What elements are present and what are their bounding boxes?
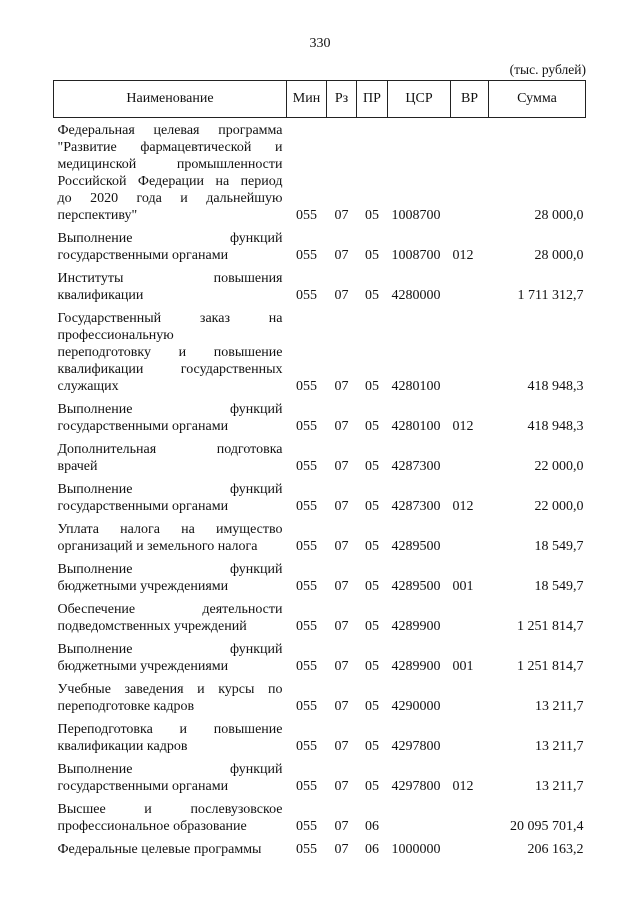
row-name: [54, 801, 287, 841]
table-row: [54, 841, 586, 864]
row-name: [54, 841, 287, 864]
row-name-line: профессиональную: [57, 328, 174, 343]
row-pr: 05: [365, 579, 379, 594]
row-sum: 418 948,3: [527, 419, 584, 434]
row-vr: [451, 270, 489, 310]
header-csr: ЦСР: [388, 81, 451, 118]
row-csr: 4290000: [391, 699, 441, 714]
row-min: 055: [296, 499, 317, 514]
row-pr: 05: [365, 539, 379, 554]
row-name: [54, 230, 287, 270]
row-sum: 18 549,7: [534, 579, 584, 594]
row-rz: 07: [334, 288, 349, 303]
row-csr: 1008700: [391, 248, 441, 263]
row-min: 055: [296, 539, 317, 554]
table-row: [54, 761, 586, 801]
row-vr: [451, 681, 489, 721]
row-name-line: "Развитие фармацевтической и: [57, 140, 283, 155]
table-row: [54, 230, 586, 270]
row-name: [54, 641, 287, 681]
row-min: 055: [296, 659, 317, 674]
row-min: 055: [296, 619, 317, 634]
row-min: 055: [296, 739, 317, 754]
row-min: 055: [296, 288, 317, 303]
row-pr: 06: [365, 842, 379, 857]
row-name: [54, 681, 287, 721]
row-rz: 07: [334, 248, 349, 263]
row-rz: 07: [334, 499, 349, 514]
row-vr: [451, 521, 489, 561]
row-csr: 1008700: [391, 208, 441, 223]
row-rz: 07: [334, 419, 349, 434]
row-name-line: государственными органами: [57, 248, 229, 263]
table-row: [54, 681, 586, 721]
budget-table: [53, 80, 586, 864]
row-name-line: бюджетными учреждениями: [57, 659, 229, 674]
table-row: [54, 310, 586, 401]
row-min: 055: [296, 379, 317, 394]
row-name-line: медицинской промышленности: [57, 157, 283, 172]
row-min: 055: [296, 208, 317, 223]
row-min: 055: [296, 842, 317, 857]
row-name-line: Высшее и послевузовское: [57, 802, 283, 817]
row-csr: 4280100: [391, 419, 441, 434]
row-pr: 05: [365, 739, 379, 754]
row-name-line: Переподготовка и повышение: [57, 722, 283, 737]
row-pr: 05: [365, 288, 379, 303]
row-name-line: врачей: [57, 459, 98, 474]
row-sum: 1 711 312,7: [517, 288, 584, 303]
row-name: [54, 601, 287, 641]
row-min: 055: [296, 579, 317, 594]
row-vr: 001: [452, 659, 474, 674]
row-name-line: Федеральные целевые программы: [57, 842, 262, 857]
row-csr: 4289500: [391, 539, 441, 554]
row-name-line: переподготовку и повышение: [57, 345, 283, 360]
row-min: 055: [296, 699, 317, 714]
row-name-line: государственными органами: [57, 779, 229, 794]
row-rz: 07: [334, 459, 349, 474]
table-row: [54, 641, 586, 681]
row-name-line: Выполнение функций: [57, 642, 283, 657]
row-pr: 06: [365, 819, 379, 834]
row-pr: 05: [365, 419, 379, 434]
units-label: (тыс. рублей): [509, 62, 586, 77]
row-name-line: государственными органами: [57, 499, 229, 514]
row-name-line: Институты повышения: [57, 271, 283, 286]
row-csr: 4280100: [391, 379, 441, 394]
row-name-line: Федеральная целевая программа: [57, 123, 283, 138]
row-vr: [451, 441, 489, 481]
table-row: [54, 801, 586, 841]
row-name-line: квалификации государственных: [57, 362, 283, 377]
row-name-line: Российской Федерации на период: [57, 174, 283, 189]
row-rz: 07: [334, 379, 349, 394]
row-name: [54, 521, 287, 561]
table-row: [54, 481, 586, 521]
row-pr: 05: [365, 699, 379, 714]
row-name-line: Дополнительная подготовка: [57, 442, 283, 457]
row-vr: [451, 310, 489, 401]
row-vr: 012: [452, 499, 474, 514]
row-sum: 206 163,2: [527, 842, 584, 857]
row-name: [54, 118, 287, 231]
row-sum: 20 095 701,4: [510, 819, 584, 834]
row-vr: [451, 721, 489, 761]
page-number: 330: [309, 36, 331, 51]
row-sum: 28 000,0: [534, 248, 584, 263]
row-rz: 07: [334, 619, 349, 634]
row-rz: 07: [334, 819, 349, 834]
row-name-line: государственными органами: [57, 419, 229, 434]
table-row: [54, 401, 586, 441]
row-vr: [451, 801, 489, 841]
row-csr: 1000000: [391, 842, 441, 857]
header-name: Наименование: [54, 81, 287, 118]
row-pr: 05: [365, 208, 379, 223]
row-name: [54, 310, 287, 401]
row-rz: 07: [334, 208, 349, 223]
header-sum: Сумма: [489, 81, 586, 118]
row-name: [54, 441, 287, 481]
row-name-line: Выполнение функций: [57, 231, 283, 246]
row-csr: 4287300: [391, 459, 441, 474]
row-name-line: организаций и земельного налога: [57, 539, 258, 554]
row-pr: 05: [365, 459, 379, 474]
row-name-line: Выполнение функций: [57, 562, 283, 577]
row-sum: 13 211,7: [535, 739, 584, 754]
row-csr: 4287300: [391, 499, 441, 514]
table-row: [54, 521, 586, 561]
row-name: [54, 270, 287, 310]
row-vr: 012: [452, 779, 474, 794]
row-vr: 012: [452, 419, 474, 434]
row-name: [54, 761, 287, 801]
row-pr: 05: [365, 659, 379, 674]
row-name-line: Уплата налога на имущество: [57, 522, 283, 537]
table-row: [54, 721, 586, 761]
row-rz: 07: [334, 699, 349, 714]
row-name-line: подведомственных учреждений: [57, 619, 247, 634]
row-name-line: перспективу": [57, 208, 138, 223]
row-pr: 05: [365, 248, 379, 263]
row-sum: 1 251 814,7: [517, 619, 584, 634]
table-row: [54, 441, 586, 481]
header-vr: ВР: [451, 81, 489, 118]
row-pr: 05: [365, 619, 379, 634]
row-name-line: Выполнение функций: [57, 402, 283, 417]
row-name-line: квалификации кадров: [57, 739, 188, 754]
row-name-line: бюджетными учреждениями: [57, 579, 229, 594]
row-rz: 07: [334, 579, 349, 594]
row-rz: 07: [334, 779, 349, 794]
row-csr: 4280000: [391, 288, 441, 303]
table-header: [54, 81, 586, 118]
row-rz: 07: [334, 659, 349, 674]
row-sum: 1 251 814,7: [517, 659, 584, 674]
row-vr: 001: [452, 579, 474, 594]
row-name-line: Учебные заведения и курсы по: [57, 682, 283, 697]
row-min: 055: [296, 779, 317, 794]
row-csr: 4289900: [391, 619, 441, 634]
row-sum: 18 549,7: [534, 539, 584, 554]
row-min: 055: [296, 248, 317, 263]
row-min: 055: [296, 419, 317, 434]
table-row: [54, 601, 586, 641]
row-name-line: служащих: [57, 379, 119, 394]
header-rz: Рз: [327, 81, 357, 118]
row-name-line: Обеспечение деятельности: [57, 602, 283, 617]
row-csr: 4297800: [391, 779, 441, 794]
row-name-line: профессиональное образование: [57, 819, 247, 834]
row-name-line: Государственный заказ на: [57, 311, 283, 326]
row-name: [54, 401, 287, 441]
row-name-line: Выполнение функций: [57, 482, 283, 497]
row-name: [54, 481, 287, 521]
row-min: 055: [296, 819, 317, 834]
row-sum: 28 000,0: [534, 208, 584, 223]
row-sum: 418 948,3: [527, 379, 584, 394]
row-rz: 07: [334, 739, 349, 754]
row-name-line: Выполнение функций: [57, 762, 283, 777]
row-vr: 012: [452, 248, 474, 263]
row-sum: 13 211,7: [535, 779, 584, 794]
row-min: 055: [296, 459, 317, 474]
row-pr: 05: [365, 379, 379, 394]
row-name: [54, 561, 287, 601]
header-pr: ПР: [357, 81, 388, 118]
row-sum: 13 211,7: [535, 699, 584, 714]
row-vr: [451, 601, 489, 641]
row-rz: 07: [334, 842, 349, 857]
row-csr: 4289900: [391, 659, 441, 674]
row-vr: [451, 841, 489, 864]
row-rz: 07: [334, 539, 349, 554]
table-row: [54, 118, 586, 231]
table-row: [54, 561, 586, 601]
row-csr: 4289500: [391, 579, 441, 594]
row-sum: 22 000,0: [534, 499, 584, 514]
row-csr: 4297800: [391, 739, 441, 754]
table-row: [54, 270, 586, 310]
row-sum: 22 000,0: [534, 459, 584, 474]
row-vr: [451, 118, 489, 231]
row-name-line: квалификации: [57, 288, 144, 303]
row-csr: [388, 801, 451, 841]
row-pr: 05: [365, 499, 379, 514]
row-name-line: переподготовке кадров: [57, 699, 195, 714]
row-pr: 05: [365, 779, 379, 794]
row-name-line: до 2020 года и дальнейшую: [57, 191, 283, 206]
header-min: Мин: [287, 81, 327, 118]
row-name: [54, 721, 287, 761]
table-body: [54, 118, 586, 865]
